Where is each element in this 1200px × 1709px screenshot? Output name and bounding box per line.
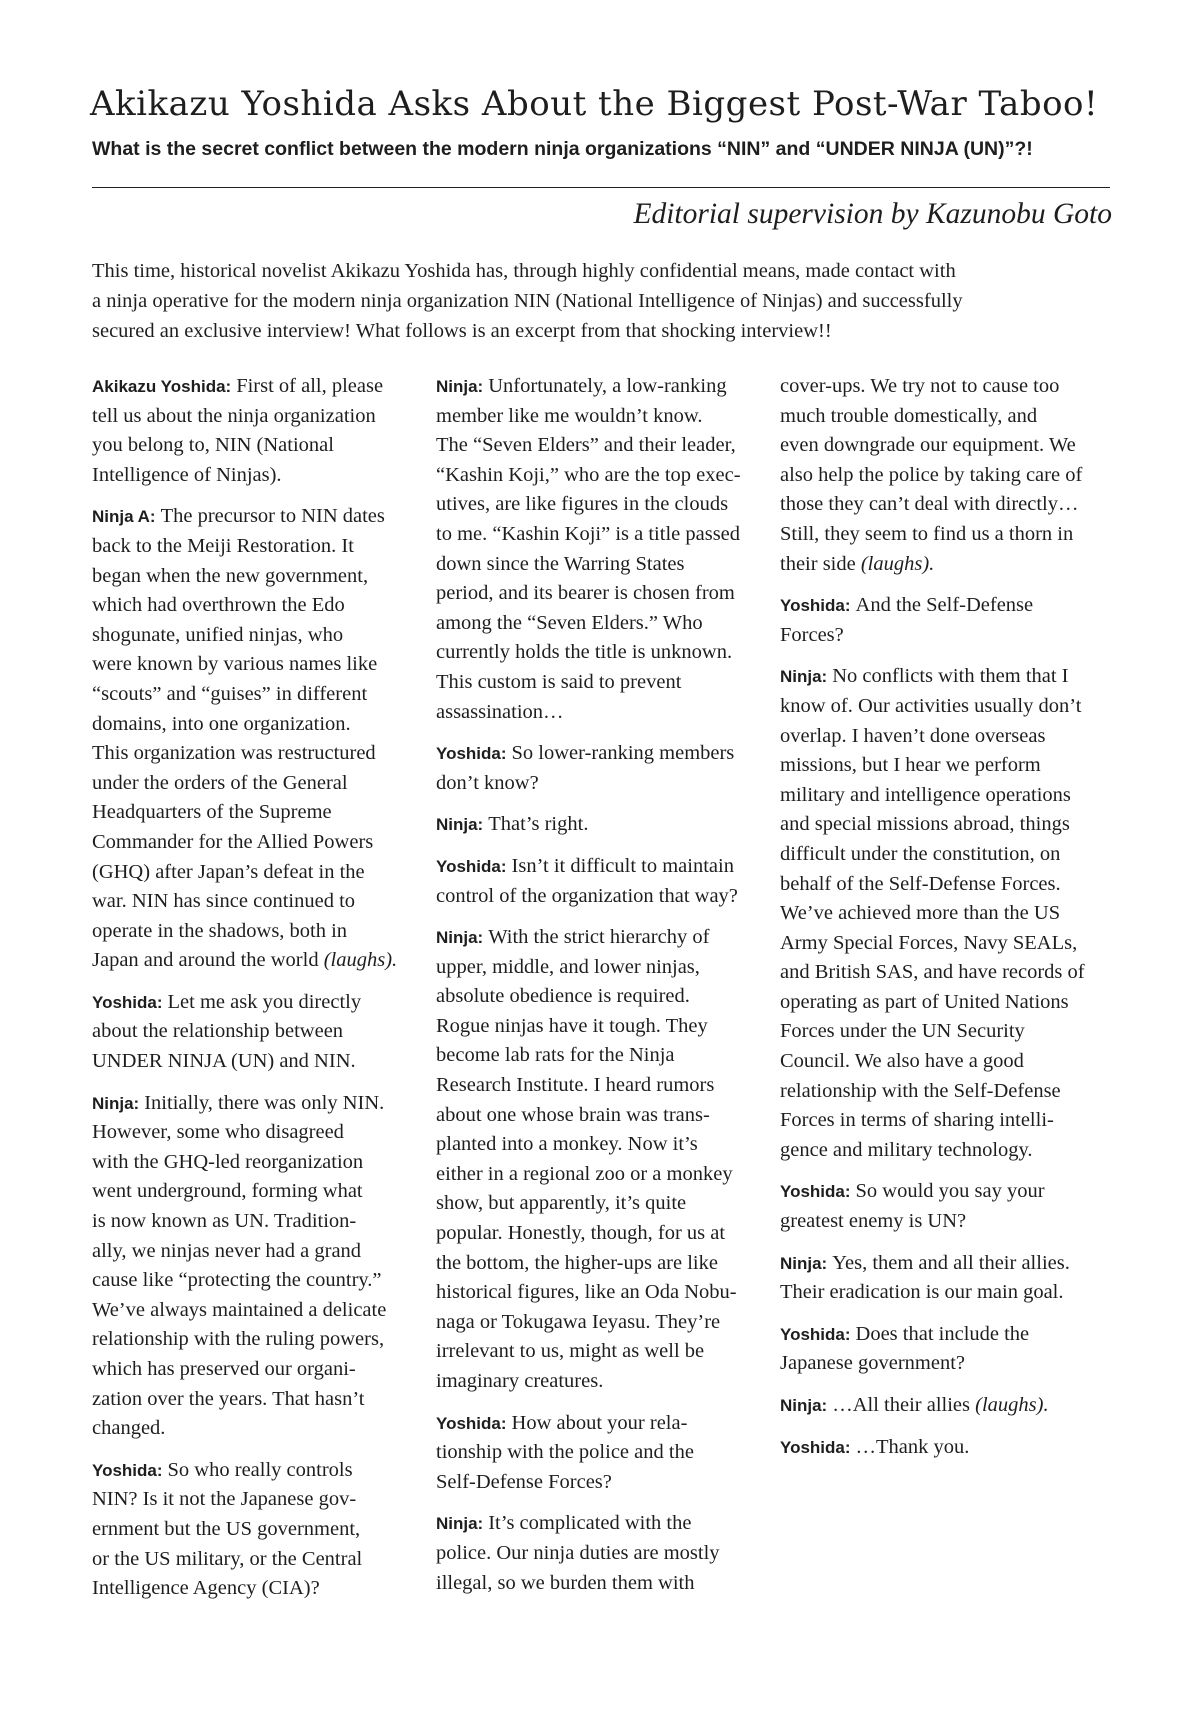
intro-line: a ninja operative for the modern ninja organization NIN (National Intelligence of Ninjas) and successfully [92, 290, 963, 312]
text-line [436, 1189, 771, 1219]
line-text: naga or Tokugawa Ieyasu. They’re [436, 1310, 721, 1333]
line-text: relationship with the ruling powers, [92, 1328, 385, 1351]
text-line [92, 650, 427, 680]
interview-entry [780, 662, 1115, 1165]
text-line [436, 1509, 771, 1539]
text-line [780, 550, 1115, 580]
text-line [92, 858, 427, 888]
line-text: Unfortunately, a low-ranking [488, 375, 727, 397]
interview-entry [780, 1391, 1115, 1421]
text-line [92, 1574, 427, 1604]
text-line [780, 1106, 1115, 1136]
line-text: went underground, forming what [92, 1180, 363, 1203]
text-line [780, 621, 1115, 651]
text-line [780, 1249, 1115, 1279]
text-line [436, 698, 771, 728]
text-line [780, 722, 1115, 752]
text-line [436, 1249, 771, 1279]
line-text: So who really controls [167, 1458, 353, 1481]
line-text: NIN? Is it not the Japanese gov- [92, 1488, 357, 1511]
text-line [92, 591, 427, 621]
line-text: overlap. I haven’t done overseas [780, 724, 1046, 747]
text-line [92, 1089, 427, 1119]
speaker-label: Yoshida: [780, 1437, 851, 1457]
line-text: UNDER NINJA (UN) and NIN. [92, 1050, 356, 1073]
text-line [436, 402, 771, 432]
text-line [780, 490, 1115, 520]
text-line [436, 923, 771, 953]
line-text: This organization was restructured [92, 742, 376, 765]
line-text: We’ve achieved more than the US [780, 902, 1061, 925]
line-text: become lab rats for the Ninja [436, 1044, 675, 1067]
line-text: absolute obedience is required. [436, 985, 690, 1008]
line-text: tell us about the ninja organization [92, 404, 376, 427]
line-text: So would you say your [855, 1180, 1045, 1203]
line-text: under the orders of the General [92, 771, 348, 794]
line-text: which had overthrown the Edo [92, 594, 345, 617]
text-line [436, 520, 771, 550]
line-text: down since the Warring States [436, 552, 685, 575]
text-line [436, 1468, 771, 1498]
line-text: …Thank you. [855, 1435, 970, 1458]
line-text: control of the organization that way? [436, 884, 738, 907]
line-text: operate in the shadows, both in [92, 919, 348, 942]
speaker-label: Yoshida: [780, 1324, 851, 1344]
text-line [436, 1130, 771, 1160]
text-line [436, 982, 771, 1012]
line-text: imaginary creatures. [436, 1370, 604, 1392]
text-line [92, 532, 427, 562]
line-text: Intelligence of Ninjas). [92, 463, 282, 486]
text-line [92, 988, 427, 1018]
line-text: popular. Honestly, though, for us at [436, 1222, 726, 1245]
line-text: Headquarters of the Supreme [92, 801, 332, 824]
line-text: cause like “protecting the country.” [92, 1269, 382, 1292]
interview-column-1 [92, 372, 427, 1616]
text-line [436, 1101, 771, 1131]
text-line [436, 1539, 771, 1569]
line-text: difficult under the constitution, on [780, 842, 1061, 865]
text-line [780, 372, 1115, 402]
line-text: With the strict hierarchy of [488, 926, 710, 949]
text-line [436, 1160, 771, 1190]
line-text: also help the police by taking care of [780, 463, 1083, 486]
text-line [436, 1071, 771, 1101]
line-text: However, some who disagreed [92, 1121, 344, 1144]
speaker-label: Yoshida: [780, 1182, 851, 1202]
line-text: Research Institute. I heard rumors [436, 1074, 715, 1097]
text-line [92, 1148, 427, 1178]
interview-entry [436, 923, 771, 1397]
line-text: began when the new government, [92, 564, 369, 587]
speaker-label: Ninja A: [92, 507, 156, 527]
line-text: is now known as UN. Tradition- [92, 1210, 357, 1233]
text-line [92, 710, 427, 740]
text-line [92, 562, 427, 592]
interview-entry [780, 372, 1115, 579]
text-line [436, 810, 771, 840]
line-text: Self-Defense Forces? [436, 1470, 612, 1493]
line-text: utives, are like figures in the clouds [436, 493, 729, 516]
interview-entry [780, 1320, 1115, 1379]
text-line [92, 769, 427, 799]
text-line [92, 1456, 427, 1486]
text-line [436, 852, 771, 882]
text-line [436, 882, 771, 912]
text-line [92, 917, 427, 947]
text-line [436, 1278, 771, 1308]
interview-entry [92, 1456, 427, 1604]
text-line [436, 1438, 771, 1468]
line-text: ernment but the US government, [92, 1517, 361, 1540]
text-line [92, 887, 427, 917]
line-text: No conflicts with them that I [832, 665, 1069, 688]
line-text: behalf of the Self-Defense Forces. [780, 872, 1061, 895]
interview-column-2 [436, 372, 771, 1610]
text-line [92, 502, 427, 532]
line-text: show, but apparently, it’s quite [436, 1192, 687, 1215]
text-line [92, 828, 427, 858]
text-line [436, 431, 771, 461]
text-line [436, 739, 771, 769]
line-text: irrelevant to us, might as well be [436, 1340, 705, 1363]
speaker-label: Yoshida: [92, 1460, 163, 1480]
line-text: were known by various names like [92, 653, 378, 676]
interview-entry [780, 1433, 1115, 1463]
line-text: don’t know? [436, 771, 539, 794]
editorial-credit: Editorial supervision by Kazunobu Goto [633, 198, 1112, 230]
interview-entry [436, 372, 771, 727]
line-text: Japanese government? [780, 1352, 965, 1375]
line-text: That’s right. [488, 813, 589, 836]
line-text: (GHQ) after Japan’s defeat in the [92, 860, 365, 883]
text-line [92, 1296, 427, 1326]
line-text: war. NIN has since continued to [92, 890, 356, 913]
article-subtitle: What is the secret conflict between the modern ninja organizations “NIN” and “UNDER NINJA (UN)”?! [92, 138, 1033, 160]
line-text: to me. “Kashin Koji” is a title passed [436, 522, 741, 545]
speaker-label: Ninja: [92, 1093, 140, 1113]
intro-paragraph [92, 256, 1122, 346]
text-line [436, 579, 771, 609]
text-line [92, 1545, 427, 1575]
line-text: ally, we ninjas never had a grand [92, 1239, 362, 1262]
interview-entry [92, 988, 427, 1077]
text-line [780, 591, 1115, 621]
interview-entry [436, 810, 771, 840]
line-text: Forces? [780, 623, 844, 646]
laughs-annotation: (laughs). [860, 552, 935, 575]
line-text: gence and military technology. [780, 1138, 1033, 1161]
interview-entry [92, 372, 427, 490]
text-line [780, 1136, 1115, 1166]
text-line [780, 1320, 1115, 1350]
line-text: The precursor to NIN dates [160, 505, 385, 528]
line-text: Rogue ninjas have it tough. They [436, 1014, 708, 1037]
text-line [780, 1349, 1115, 1379]
text-line [436, 1569, 771, 1599]
line-text: back to the Meiji Restoration. It [92, 534, 354, 557]
speaker-label: Yoshida: [436, 744, 507, 764]
line-text: with the GHQ-led reorganization [92, 1150, 364, 1173]
text-line [780, 840, 1115, 870]
interview-entry [436, 739, 771, 798]
text-line [780, 1207, 1115, 1237]
line-text: Forces in terms of sharing intelli- [780, 1109, 1054, 1132]
line-text: operating as part of United Nations [780, 990, 1069, 1013]
text-line [780, 1391, 1115, 1421]
line-text: We’ve always maintained a delicate [92, 1298, 387, 1321]
speaker-label: Ninja: [436, 377, 484, 396]
text-line [436, 461, 771, 491]
text-line [436, 638, 771, 668]
text-line [92, 1207, 427, 1237]
line-text: zation over the years. That hasn’t [92, 1387, 365, 1410]
text-line [92, 621, 427, 651]
text-line [436, 372, 771, 402]
line-text: Army Special Forces, Navy SEALs, [780, 931, 1078, 954]
interview-entry [436, 852, 771, 911]
interview-entry [780, 591, 1115, 650]
interview-entry [780, 1177, 1115, 1236]
text-line [92, 431, 427, 461]
text-line [436, 550, 771, 580]
line-text: those they can’t deal with directly… [780, 493, 1079, 516]
text-line [436, 769, 771, 799]
text-line [92, 1325, 427, 1355]
text-line [436, 668, 771, 698]
speaker-label: Ninja: [436, 1514, 484, 1534]
interview-entry [92, 1089, 427, 1444]
line-text: and special missions abroad, things [780, 813, 1070, 836]
line-text: How about your rela- [511, 1411, 688, 1434]
line-text: The “Seven Elders” and their leader, [436, 434, 736, 457]
text-line [92, 946, 427, 976]
laughs-annotation: (laughs). [323, 949, 398, 972]
interview-column-3 [780, 372, 1115, 1474]
speaker-label: Ninja: [780, 1396, 828, 1415]
text-line [436, 609, 771, 639]
header-divider [92, 187, 1110, 188]
text-line [780, 1177, 1115, 1207]
line-text: domains, into one organization. [92, 712, 351, 735]
line-text: even downgrade our equipment. We [780, 434, 1076, 457]
line-text: cover-ups. We try not to cause too [780, 375, 1060, 397]
line-text: changed. [92, 1417, 166, 1440]
line-text: Council. We also have a good [780, 1050, 1024, 1073]
text-line [436, 1219, 771, 1249]
line-text: either in a regional zoo or a monkey [436, 1162, 733, 1185]
line-text: about one whose brain was trans- [436, 1103, 710, 1126]
line-text: Forces under the UN Security [780, 1020, 1025, 1043]
text-line [436, 1337, 771, 1367]
text-line [780, 1433, 1115, 1463]
text-line [92, 739, 427, 769]
text-line [92, 1047, 427, 1077]
line-text: and British SAS, and have records of [780, 961, 1085, 984]
text-line [92, 1177, 427, 1207]
line-text: Japan and around the world [92, 949, 319, 972]
text-line [780, 958, 1115, 988]
text-line [780, 988, 1115, 1018]
line-text: you belong to, NIN (National [92, 434, 334, 457]
speaker-label: Ninja: [436, 815, 484, 835]
line-text: know of. Our activities usually don’t [780, 694, 1082, 717]
speaker-label: Yoshida: [780, 596, 851, 616]
line-text: “scouts” and “guises” in different [92, 682, 368, 705]
speaker-label: Ninja: [436, 928, 484, 948]
text-line [780, 781, 1115, 811]
line-text: shogunate, unified ninjas, who [92, 623, 344, 646]
line-text: military and intelligence operations [780, 783, 1071, 806]
line-text: among the “Seven Elders.” Who [436, 611, 703, 634]
line-text: Initially, there was only NIN. [144, 1091, 385, 1114]
line-text: illegal, so we burden them with [436, 1571, 695, 1594]
line-text: Intelligence Agency (CIA)? [92, 1577, 320, 1600]
text-line [780, 751, 1115, 781]
speaker-label: Yoshida: [92, 992, 163, 1012]
interview-entry [780, 1249, 1115, 1308]
text-line [436, 1367, 771, 1397]
line-text: assassination… [436, 700, 564, 723]
text-line [92, 461, 427, 491]
text-line [436, 1409, 771, 1439]
text-line [436, 1012, 771, 1042]
text-line [780, 870, 1115, 900]
text-line [92, 402, 427, 432]
line-text: missions, but I hear we perform [780, 754, 1041, 777]
speaker-label: Ninja: [780, 1253, 828, 1273]
line-text: “Kashin Koji,” who are the top exec- [436, 463, 741, 486]
line-text: It’s complicated with the [488, 1512, 692, 1535]
interview-entry [436, 1409, 771, 1498]
text-line [436, 490, 771, 520]
text-line [780, 1278, 1115, 1308]
line-text: This custom is said to prevent [436, 670, 682, 693]
text-line [436, 1041, 771, 1071]
line-text: police. Our ninja duties are mostly [436, 1541, 720, 1564]
line-text: So lower-ranking members [511, 742, 735, 765]
text-line [92, 1118, 427, 1148]
intro-line: This time, historical novelist Akikazu Yoshida has, through highly confidential means, made contact with [92, 260, 956, 282]
line-text: relationship with the Self-Defense [780, 1079, 1061, 1102]
line-text: much trouble domestically, and [780, 404, 1038, 427]
text-line [780, 402, 1115, 432]
text-line [92, 1355, 427, 1385]
text-line [92, 1414, 427, 1444]
text-line [92, 1237, 427, 1267]
line-text: tionship with the police and the [436, 1441, 694, 1464]
line-text: greatest enemy is UN? [780, 1210, 967, 1233]
interview-entry [436, 1509, 771, 1598]
text-line [92, 1485, 427, 1515]
speaker-label: Akikazu Yoshida: [92, 377, 232, 396]
text-line [780, 810, 1115, 840]
line-text: planted into a monkey. Now it’s [436, 1133, 698, 1156]
text-line [92, 372, 427, 402]
text-line [92, 798, 427, 828]
speaker-label: Yoshida: [436, 856, 507, 876]
line-text: or the US military, or the Central [92, 1547, 363, 1570]
text-line [92, 1266, 427, 1296]
text-line [780, 662, 1115, 692]
line-text: Still, they seem to find us a thorn in [780, 522, 1074, 545]
line-text: Yes, them and all their allies. [832, 1251, 1070, 1274]
line-text: Their eradication is our main goal. [780, 1281, 1064, 1304]
line-text: Let me ask you directly [167, 990, 362, 1013]
text-line [780, 1047, 1115, 1077]
line-text: Does that include the [855, 1322, 1030, 1345]
text-line [436, 953, 771, 983]
text-line [780, 929, 1115, 959]
line-text: And the Self-Defense [855, 594, 1034, 617]
laughs-annotation: (laughs). [975, 1394, 1049, 1416]
text-line [92, 1385, 427, 1415]
line-text: currently holds the title is unknown. [436, 641, 733, 664]
text-line [780, 1017, 1115, 1047]
line-text: First of all, please [236, 375, 384, 397]
line-text: which has preserved our organi- [92, 1358, 356, 1380]
text-line [780, 461, 1115, 491]
line-text: period, and its bearer is chosen from [436, 582, 735, 605]
line-text: member like me wouldn’t know. [436, 404, 703, 427]
line-text: Isn’t it difficult to maintain [511, 854, 734, 877]
text-line [436, 1308, 771, 1338]
line-text: …All their allies [832, 1394, 971, 1416]
text-line [92, 680, 427, 710]
text-line [780, 692, 1115, 722]
text-line [780, 431, 1115, 461]
line-text: the bottom, the higher-ups are like [436, 1251, 718, 1274]
text-line [780, 1077, 1115, 1107]
line-text: upper, middle, and lower ninjas, [436, 955, 700, 978]
speaker-label: Ninja: [780, 667, 828, 687]
text-line [92, 1017, 427, 1047]
interview-entry [92, 502, 427, 976]
text-line [92, 1515, 427, 1545]
line-text: Commander for the Allied Powers [92, 830, 374, 853]
line-text: about the relationship between [92, 1020, 344, 1043]
text-line [780, 520, 1115, 550]
article-title: Akikazu Yoshida Asks About the Biggest Post-War Taboo! [90, 84, 1099, 124]
text-line [780, 899, 1115, 929]
intro-line: secured an exclusive interview! What follows is an excerpt from that shocking interview!! [92, 320, 832, 342]
speaker-label: Yoshida: [436, 1413, 507, 1433]
line-text: their side [780, 552, 856, 575]
line-text: historical figures, like an Oda Nobu- [436, 1281, 737, 1304]
